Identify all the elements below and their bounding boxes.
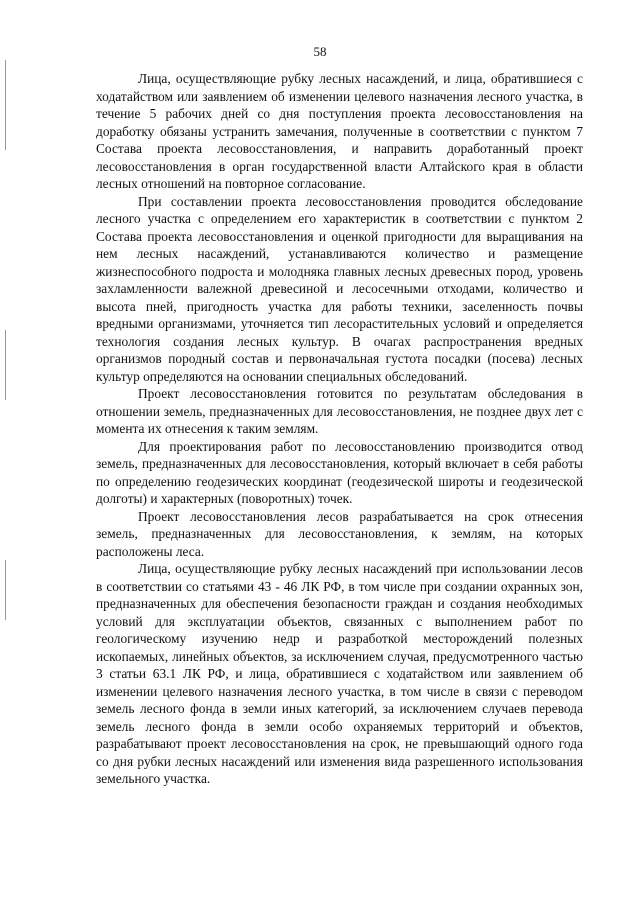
scan-margin-mark xyxy=(5,60,6,150)
scan-margin-mark xyxy=(5,560,6,620)
page-number: 58 xyxy=(313,44,327,59)
document-body xyxy=(96,70,583,788)
paragraph: Лица, осуществляющие рубку лесных насаждений при использовании лесов в соответствии со статьями 43 - 46 ЛК РФ, в том числе при создании охранных зон, предназначенных для обеспечения безопасности граждан и создания необходимых условий для эксплуатации объектов, связанных с выполнением работ по геологическому изучению недр и разработкой месторождений полезных ископаемых, линейных объектов, за исключением случая, предусмотренного частью 3 статьи 63.1 ЛК РФ, и лица, обратившиеся с ходатайством или заявлением об изменении целевого назначения лесного участка, в том числе в связи с переводом земель лесного фонда в земли иных категорий, за исключением случаев перевода земель лесного фонда в земли особо охраняемых территорий и объектов, разрабатывают проект лесовосстановления на срок, не превышающий одного года со дня рубки лесных насаждений или изменения вида разрешенного использования земельного участка. xyxy=(96,561,583,786)
paragraph: Для проектирования работ по лесовосстановлению производится отвод земель, предназначенных для лесовосстановления, который включает в себя работы по определению геодезических координат (геодезической широты и геодезической долготы) и характерных (поворотных) точек. xyxy=(96,438,583,506)
paragraph: При составлении проекта лесовосстановления проводится обследование лесного участка с определением его характеристик в соответствии с пунктом 2 Состава проекта лесовосстановления и оценкой пригодности для выращивания на нем лесных насаждений, устанавливаются количество и размещение жизнеспособного подроста и молодняка главных лесных древесных пород, уровень захламленности валежной древесиной и лесосечными отходами, количество и высота пней, пригодность участка для работы техники, заселенность почвы вредными организмами, уточняется тип лесорастительных условий и определяется технология создания лесных культур. В очагах распространения вредных организмов породный состав и первоначальная густота посадки (посева) лесных культур определяются на основании специальных обследований. xyxy=(96,193,583,384)
paragraph: Лица, осуществляющие рубку лесных насаждений, и лица, обратившиеся с ходатайством или заявлением об изменении целевого назначения лесного участка, в течение 5 рабочих дней со дня поступления проекта лесовосстановления на доработку обязаны устранить замечания, полученные в соответствии с пунктом 7 Состава проекта лесовосстановления, и направить доработанный проект лесовосстановления в орган государственной власти Алтайского края в области лесных отношений на повторное согласование. xyxy=(96,71,583,191)
paragraph: Проект лесовосстановления лесов разрабатывается на срок отнесения земель, предназначенных для лесовосстановления, к землям, на которых расположены леса. xyxy=(96,508,583,559)
paragraph: Проект лесовосстановления готовится по результатам обследования в отношении земель, предназначенных для лесовосстановления, не позднее двух лет с момента их отнесения к таким землям. xyxy=(96,386,583,436)
scan-margin-mark xyxy=(5,330,6,400)
